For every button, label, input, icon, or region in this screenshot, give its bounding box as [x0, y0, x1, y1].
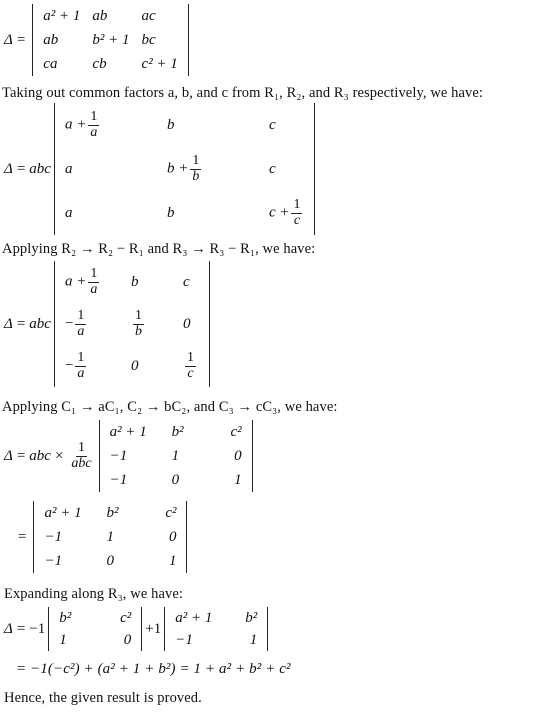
cell: c	[182, 274, 190, 290]
equals-sign: =	[18, 528, 27, 545]
denominator: a	[77, 323, 85, 339]
numerator: 1	[134, 307, 142, 323]
delta-symbol: Δ	[4, 31, 13, 48]
numerator: 1	[186, 349, 194, 365]
cell: c²	[230, 424, 242, 440]
cell: b	[166, 117, 175, 133]
cell: 1	[171, 448, 180, 464]
cell: cb	[92, 56, 107, 72]
cell: c +	[268, 204, 290, 221]
fraction	[88, 110, 99, 140]
cell: a	[64, 205, 73, 221]
fraction	[190, 154, 201, 184]
determinant-column-scaled	[99, 420, 253, 492]
equation-delta-definition	[4, 4, 192, 76]
minus-sign: −	[64, 357, 74, 374]
delta-symbol: Δ	[4, 160, 13, 177]
cell: −1	[44, 529, 63, 545]
cell: a² + 1	[175, 610, 213, 626]
times-sign: ×	[54, 447, 64, 464]
cell: 1	[106, 529, 114, 545]
fraction	[291, 198, 302, 228]
cell: −1	[44, 553, 63, 569]
cell: c² + 1	[141, 56, 178, 72]
cell: 0	[168, 529, 177, 545]
denominator: c	[293, 212, 301, 228]
factor-abc: abc	[29, 160, 51, 177]
fraction	[75, 351, 86, 381]
equation-factored	[4, 103, 318, 235]
equation-final: = −1(−c²) + (a² + 1 + b²) = 1 + a² + b² + c²	[16, 661, 291, 677]
cell: 1	[59, 632, 67, 648]
cell: b	[130, 274, 139, 290]
equation-row-reduced	[4, 261, 213, 387]
cell: c	[268, 117, 276, 133]
cell: a +	[64, 273, 87, 290]
explanation-expansion: Expanding along R₃, we have:	[4, 586, 183, 602]
explanation-common-factors: Taking out common factors a, b, and c from R₁, R₂, and R₃ respectively, we have:	[2, 85, 484, 101]
cell: 0	[130, 358, 139, 374]
cell: 1	[249, 632, 258, 648]
cell: −1	[109, 472, 128, 488]
cell: −1	[109, 448, 128, 464]
determinant-simplified	[33, 501, 187, 573]
numerator: 1	[90, 265, 98, 281]
cell: bc	[141, 32, 156, 48]
fraction	[75, 309, 86, 339]
cell: 0	[182, 316, 191, 332]
fraction	[133, 309, 144, 339]
cell: 1	[168, 553, 177, 569]
cell: b²	[171, 424, 184, 440]
denominator: abc	[71, 455, 92, 471]
cell: a² + 1	[109, 424, 147, 440]
fraction	[88, 267, 99, 297]
cell: a² + 1	[43, 8, 81, 24]
cell: b²	[59, 610, 72, 626]
factor-abc: abc	[29, 447, 51, 464]
denominator: b	[192, 168, 200, 184]
cell: a +	[64, 116, 87, 133]
cell: c²	[120, 610, 132, 626]
cell: a	[64, 161, 73, 177]
numerator: 1	[78, 439, 86, 455]
minor-determinant-1	[48, 607, 142, 651]
denominator: a	[77, 365, 85, 381]
plus-sign: +	[145, 620, 154, 637]
equals-sign: =	[16, 31, 26, 48]
equals-sign: =	[16, 447, 26, 464]
explanation-column-operations: Applying C₁ → aC₁, C₂ → bC₂, and C₃ → cC₃, we have:	[2, 399, 338, 415]
determinant-factored	[54, 103, 316, 235]
cell: 1	[234, 472, 242, 488]
numerator: 1	[192, 152, 200, 168]
cell: 0	[106, 553, 114, 569]
cell: c²	[165, 505, 177, 521]
cell: b² + 1	[92, 32, 130, 48]
cell: ab	[43, 32, 59, 48]
equals-sign: =	[16, 620, 26, 637]
delta-symbol: Δ	[4, 620, 13, 637]
cell: b²	[106, 505, 119, 521]
cell: 0	[171, 472, 180, 488]
cell: 0	[234, 448, 242, 464]
factor-abc: abc	[29, 315, 51, 332]
fraction-one-over-abc	[69, 441, 93, 471]
cell: b²	[245, 610, 258, 626]
denominator: a	[90, 281, 98, 297]
cell: ab	[92, 8, 108, 24]
cell: ac	[141, 8, 156, 24]
numerator: 1	[293, 196, 301, 212]
cell: 0	[123, 632, 132, 648]
denominator: a	[90, 124, 98, 140]
cell: −1	[175, 632, 193, 648]
conclusion: Hence, the given result is proved.	[4, 690, 202, 706]
cell: c	[268, 161, 276, 177]
numerator: 1	[77, 307, 85, 323]
equation-simplified	[14, 501, 190, 573]
coefficient-one: 1	[153, 620, 162, 637]
minus-sign: −	[64, 315, 74, 332]
explanation-row-operations: Applying R₂ → R₂ − R₁ and R₃ → R₃ − R₁, we have:	[2, 241, 316, 257]
cell: a² + 1	[44, 505, 82, 521]
coefficient-minus-one: −1	[29, 620, 46, 637]
determinant-original	[32, 4, 189, 76]
equation-column-scaled	[4, 420, 256, 492]
numerator: 1	[77, 349, 85, 365]
cell: b +	[166, 160, 189, 177]
fraction	[185, 351, 196, 381]
equals-sign: =	[16, 160, 26, 177]
denominator: b	[134, 323, 142, 339]
cell: ca	[43, 56, 58, 72]
numerator: 1	[90, 108, 98, 124]
delta-symbol: Δ	[4, 447, 13, 464]
determinant-row-reduced	[54, 261, 210, 387]
denominator: c	[187, 365, 194, 381]
equals-sign: =	[16, 315, 26, 332]
delta-symbol: Δ	[4, 315, 13, 332]
minor-determinant-2	[164, 607, 268, 651]
cell: b	[166, 205, 175, 221]
equation-expansion	[4, 607, 271, 651]
